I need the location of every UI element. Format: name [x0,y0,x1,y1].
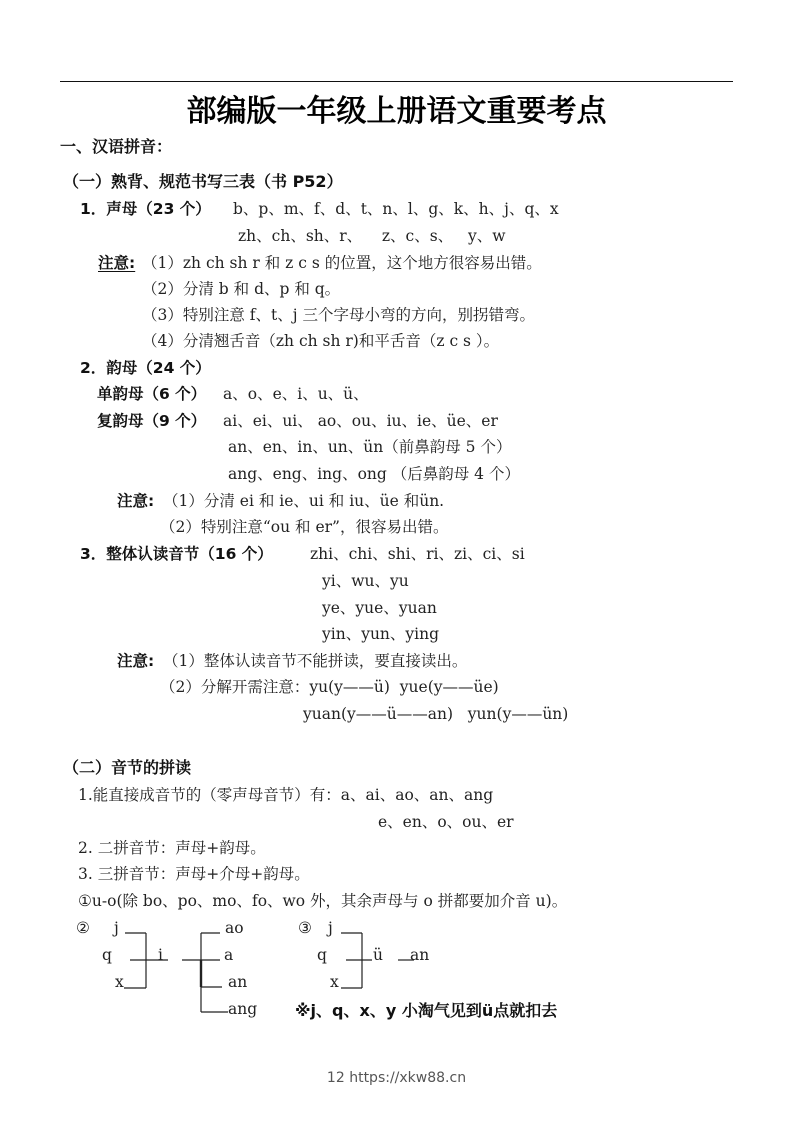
footer-url[interactable]: https://xkw88.cn [349,1070,467,1086]
page-number: 12 [326,1070,345,1086]
diagram-3-initial-x: x [330,973,339,991]
whole-syllables-row-1: zhi、chi、shi、ri、zi、ci、si [310,545,525,563]
finals-note-1: （1）分清 ei 和 ie、ui 和 iu、üe 和ün. [163,492,445,510]
jqxy-rule-note: ※j、q、x、y 小淘气见到ü点就扣去 [295,1001,558,1020]
whole-syllables-row-3: ye、yue、yuan [322,599,437,617]
whole-syllables-label: 3．整体认读音节（16 个） [80,545,273,563]
diagram-2-initial-x: x [115,973,124,991]
diagram-2-final-an: an [228,973,248,991]
subsection-heading-syllable-reading: （二）音节的拼读 [63,758,192,777]
finals-note-2: （2）特别注意“ou 和 er”，很容易出错。 [160,518,449,536]
front-nasal-finals: an、en、in、un、ün（前鼻韵母 5 个） [228,438,512,456]
initials-row-1: b、p、m、f、d、t、n、l、g、k、h、j、q、x [233,200,559,218]
syllable-item-1: 1.能直接成音节的（零声母音节）有：a、ai、ao、an、ang [78,786,494,804]
diagram-3-initial-j: j [328,919,333,937]
diagram-2-marker: ② [76,919,90,937]
diagram-2-final-a: a [224,946,234,964]
initials-note-label: 注意: [98,254,136,272]
diagram-3-medial: ü [373,946,383,964]
page-footer [0,1070,793,1086]
single-finals-values: a、o、e、i、u、ü、 [223,385,369,403]
finals-note-label: 注意: [117,492,155,510]
finals-label: 2．韵母（24 个） [80,359,211,377]
initials-note-4: （4）分清翘舌音（zh ch sh r)和平舌音（z c s ）。 [142,332,500,350]
initials-note-1: （1）zh ch sh r 和 z c s 的位置，这个地方很容易出错。 [142,254,542,272]
diagram-2-initial-j: j [114,919,119,937]
back-nasal-finals: ang、eng、ing、ong （后鼻韵母 4 个） [228,465,520,483]
syllable-item-u-o: ①u-o(除 bo、po、mo、fo、wo 外，其余声母与 o 拼都要加介音 u)。 [78,892,568,910]
page-title: 部编版一年级上册语文重要考点 [186,94,607,129]
compound-finals-values: ai、ei、ui、 ao、ou、iu、ie、üe、er [223,412,498,430]
whole-note-label: 注意: [117,652,155,670]
single-finals-label: 单韵母（6 个） [97,385,207,403]
whole-note-3: yuan(y——ü——an) yun(y——ün) [303,705,569,723]
whole-note-1: （1）整体认读音节不能拼读，要直接读出。 [163,652,468,670]
syllable-item-3: 3. 三拼音节：声母+介母+韵母。 [78,865,310,883]
whole-note-2: （2）分解开需注意：yu(y——ü) yue(y——üe) [160,678,499,696]
syllable-item-1-cont: e、en、o、ou、er [378,813,514,831]
syllable-item-2: 2. 二拼音节：声母+韵母。 [78,839,266,857]
diagram-2-medial: i [158,946,163,964]
compound-finals-label: 复韵母（9 个） [97,412,207,430]
subsection-heading-three-tables: （一）熟背、规范书写三表（书 P52） [63,172,343,191]
initials-row-2: zh、ch、sh、r、 z、c、s、 y、w [238,227,506,245]
diagram-3-initial-q: q [317,946,327,964]
whole-syllables-row-4: yin、yun、ying [322,625,440,643]
diagram-3-final: an [410,946,430,964]
initials-note-3: （3）特别注意 f、t、j 三个字母小弯的方向，别拐错弯。 [142,306,535,324]
diagram-3-marker: ③ [298,919,312,937]
section-heading-pinyin: 一、汉语拼音： [60,137,173,156]
diagram-2-initial-q: q [102,946,112,964]
initials-label: 1．声母（23 个） [80,200,211,218]
whole-syllables-row-2: yi、wu、yu [322,572,409,590]
diagram-2-final-ao: ao [225,919,244,937]
diagram-2-final-ang: ang [228,1000,258,1018]
initials-note-2: （2）分清 b 和 d、p 和 q。 [142,280,341,298]
